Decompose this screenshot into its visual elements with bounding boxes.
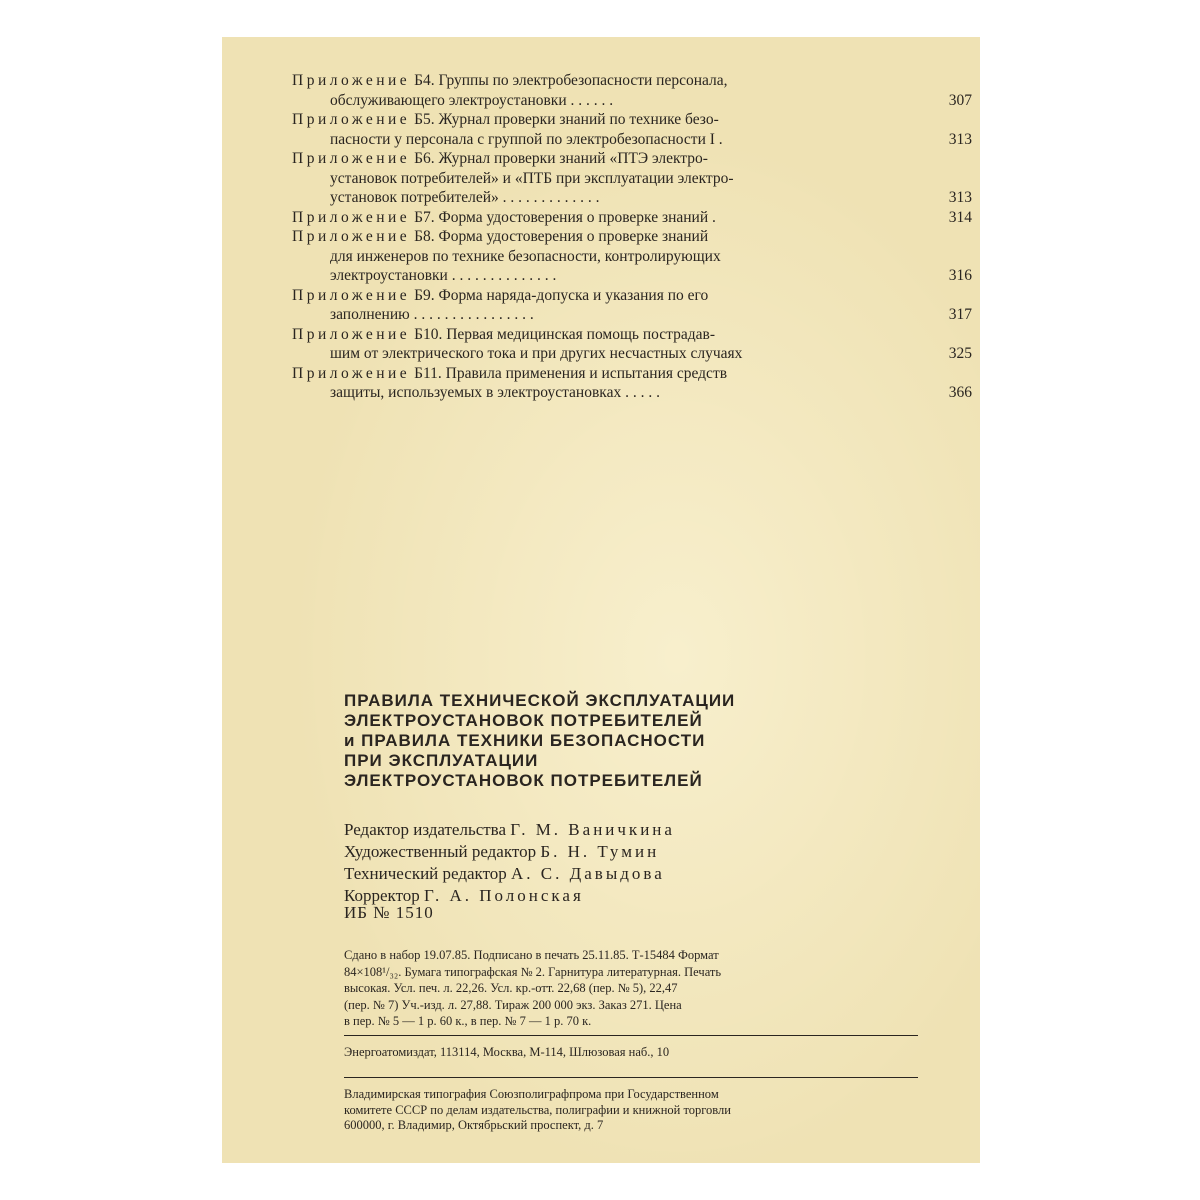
toc-page-number: 316 [948,267,972,284]
printer-info-line: 600000, г. Владимир, Октябрьский проспект, д. 7 [344,1118,604,1132]
book-title [344,691,944,791]
printer-info [344,1087,918,1134]
toc-entry-text: защиты, используемых в электроустановках . . . . . [330,384,660,401]
book-title-line: ПРАВИЛА ТЕХНИЧЕСКОЙ ЭКСПЛУАТАЦИИ [344,691,736,710]
print-details-line: в пер. № 5 — 1 р. 60 к., в пер. № 7 — 1 р. 70 к. [344,1014,592,1028]
credit-role: Редактор издательства [344,820,507,839]
toc-page-number: 325 [948,345,972,362]
credit-line [344,863,944,885]
toc-entry-text: Б7. Форма удостоверения о проверке знаний . [414,208,716,226]
toc-page-number: 307 [948,91,972,109]
toc-entry-text: Б9. Форма наряда-допуска и указания по его [414,286,709,304]
toc-entry-prefix: Приложение [292,325,411,343]
toc-entry [292,325,972,364]
toc-entry-prefix: Приложение [292,208,411,226]
book-page [222,37,980,1163]
toc-entry [292,364,972,403]
toc-entry-text: для инженеров по технике безопасности, контролирующих [330,247,721,265]
credit-role: Корректор [344,886,420,905]
toc-entry-text: электроустановки . . . . . . . . . . . . . . [330,267,557,284]
credit-role: Технический редактор [344,864,507,883]
divider [344,1077,918,1078]
print-details [344,947,918,1030]
toc-entry-text: установок потребителей» и «ПТБ при эксплуатации электро- [330,169,734,187]
toc-entry-prefix: Приложение [292,72,411,89]
toc-entry-text: Б4. Группы по электробезопасности персонала, [414,72,728,89]
credit-line [344,885,944,907]
toc-entry [292,149,972,208]
credit-line [344,819,944,841]
credit-name: Б. Н. Тумин [540,842,660,861]
credit-name: Г. А. Полонская [424,886,584,905]
toc-entry-text: Б8. Форма удостоверения о проверке знаний [414,228,709,245]
publisher-address: Энергоатомиздат, 113114, Москва, М-114, Шлюзовая наб., 10 [344,1045,670,1059]
printer-info-line: Владимирская типография Союзполиграфпрома при Государственном [344,1087,719,1101]
credit-name: Г. М. Ваничкина [510,820,675,839]
toc-entry [292,286,972,325]
toc-entry-text: Б5. Журнал проверки знаний по технике безо- [414,111,719,128]
toc-entry-text: обслуживающего электроустановки . . . . . . [330,91,614,109]
ib-number: ИБ № 1510 [344,903,434,922]
toc-entry-prefix: Приложение [292,364,411,382]
table-of-contents [292,71,972,403]
toc-page-number: 313 [948,189,972,206]
print-details-line: (пер. № 7) Уч.-изд. л. 27,88. Тираж 200 000 экз. Заказ 271. Цена [344,997,682,1012]
toc-page-number: 366 [948,384,972,401]
toc-entry [292,227,972,286]
print-details-line: высокая. Усл. печ. л. 22,26. Усл. кр.-отт. 22,68 (пер. № 5), 22,47 [344,981,678,995]
toc-page-number: 313 [948,130,972,148]
toc-entry-text: Б6. Журнал проверки знаний «ПТЭ электро- [414,150,708,167]
toc-page-number: 317 [948,306,972,323]
book-title-line: и ПРАВИЛА ТЕХНИКИ БЕЗОПАСНОСТИ [344,731,706,750]
toc-entry-prefix: Приложение [292,286,411,304]
credits [344,819,944,907]
toc-entry-prefix: Приложение [292,228,411,245]
book-title-line: ПРИ ЭКСПЛУАТАЦИИ [344,751,539,770]
divider [344,1035,918,1036]
print-details-line: 84×108¹/₃₂. Бумага типографская № 2. Гарнитура литературная. Печать [344,964,722,979]
toc-entry [292,208,972,228]
toc-entry-prefix: Приложение [292,150,411,167]
toc-entry-prefix: Приложение [292,111,411,128]
printer-info-line: комитете СССР по делам издательства, полиграфии и книжной торговли [344,1102,731,1117]
book-title-line: ЭЛЕКТРОУСТАНОВОК ПОТРЕБИТЕЛЕЙ [344,711,703,730]
toc-page-number: 314 [948,208,972,226]
credit-name: А. С. Давыдова [511,864,665,883]
credit-role: Художественный редактор [344,842,537,861]
print-details-line: Сдано в набор 19.07.85. Подписано в печать 25.11.85. Т-15484 Формат [344,948,719,962]
toc-entry-text: пасности у персонала с группой по электробезопасности I . [330,130,723,148]
toc-entry [292,110,972,149]
toc-entry [292,71,972,110]
toc-entry-text: шим от электрического тока и при других несчастных случаях [330,345,743,362]
toc-entry-text: заполнению . . . . . . . . . . . . . . . . [330,306,534,323]
toc-entry-text: Б10. Первая медицинская помощь пострадав- [414,325,715,343]
credit-line [344,841,944,863]
toc-entry-text: установок потребителей» . . . . . . . . . . . . . [330,189,600,206]
book-title-line: ЭЛЕКТРОУСТАНОВОК ПОТРЕБИТЕЛЕЙ [344,771,703,790]
toc-entry-text: Б11. Правила применения и испытания средств [414,364,728,382]
